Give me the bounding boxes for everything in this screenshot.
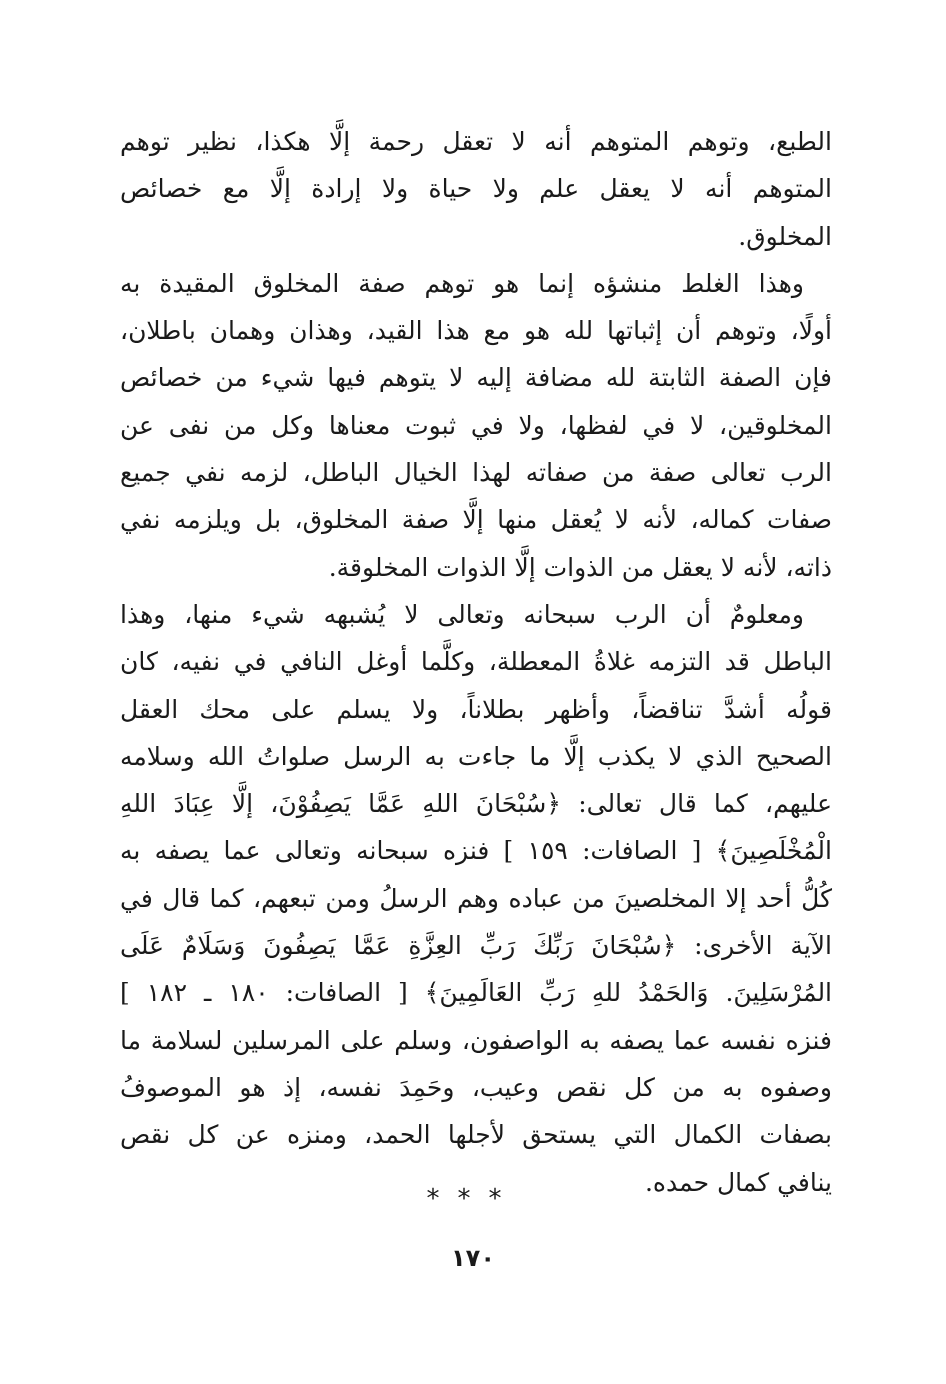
text-line: الْمُخْلَصِينَ﴾ [ الصافات: ١٥٩ ] فنزه سبحانه وتعالى عما يصفه به bbox=[120, 836, 832, 866]
text-line: الباطل قد التزمه غلاةُ المعطلة، وكلَّما أوغل النافي في نفيه، كان bbox=[120, 647, 832, 677]
text-line: وصفوه به من كل نقص وعيب، وحَمِدَ نفسه، إذ هو الموصوفُ bbox=[120, 1072, 832, 1102]
text-line: ينافي كمال حمده. bbox=[644, 1167, 832, 1197]
text-line: بصفات الكمال التي يستحق لأجلها الحمد، ومنزه عن كل نقص bbox=[120, 1120, 832, 1150]
text-line: الرب تعالى صفة من صفاته لهذا الخيال الباطل، لزمه نفي جميع bbox=[120, 458, 833, 488]
text-line: المتوهم أنه لا يعقل علم ولا حياة ولا إرادة إلَّا مع خصائص bbox=[120, 174, 832, 204]
text-line: عليهم، كما قال تعالى: ﴿سُبْحَانَ اللهِ عَمَّا يَصِفُوْنَ، إلَّا عِبَادَ اللهِ bbox=[120, 789, 832, 819]
text-line: فإن الصفة الثابتة لله مضافة إليه لا يتوهم فيها شيء من خصائص bbox=[120, 363, 832, 393]
text-line: الصحيح الذي لا يكذب إلَّا ما جاءت به الرسل صلواتُ الله وسلامه bbox=[120, 741, 832, 771]
text-line: المُرْسَلِينَ. وَالحَمْدُ للهِ رَبِّ العَالَمِينَ﴾ [ الصافات: ١٨٠ ـ ١٨٢ ] bbox=[120, 978, 833, 1008]
text-line: أولًا، وتوهم أن إثباتها لله هو مع هذا القيد، وهذان وهمان باطلان، bbox=[120, 316, 832, 346]
text-line: الطبع، وتوهم المتوهم أنه لا تعقل رحمة إلَّا هكذا، نظير توهم bbox=[120, 127, 832, 156]
page-number: ١٧٠ bbox=[451, 1244, 495, 1272]
text-line: المخلوقين، لا في لفظها، ولا في ثبوت معناها وكل من نفى عن bbox=[120, 410, 832, 440]
text-line: قولُه أشدَّ تناقضاً، وأظهر بطلاناً، ولا يسلم على محك العقل bbox=[120, 694, 832, 724]
body-text bbox=[120, 118, 832, 1206]
text-line: فنزه نفسه عما يصفه به الواصفون، وسلم على المرسلين لسلامة ما bbox=[120, 1025, 832, 1055]
text-line: الآية الأخرى: ﴿سُبْحَانَ رَبِّكَ رَبِّ العِزَّةِ عَمَّا يَصِفُونَ وَسَلَامٌ عَلَى bbox=[120, 931, 832, 961]
text-line: المخلوق. bbox=[738, 221, 832, 251]
text-line: صفات كماله، لأنه لا يُعقل منها إلَّا صفة المخلوق، بل ويلزمه نفي bbox=[120, 505, 832, 535]
text-line: ذاته، لأنه لا يعقل من الذوات إلَّا الذوات المخلوقة. bbox=[328, 552, 832, 582]
section-separator: *** bbox=[426, 1184, 520, 1214]
text-line: ومعلومٌ أن الرب سبحانه وتعالى لا يُشبهه شيء منها، وهذا bbox=[120, 599, 804, 629]
text-line: وهذا الغلط منشؤه إنما هو توهم صفة المخلوق المقيدة به bbox=[120, 268, 804, 298]
text-line: كُلُّ أحد إلا المخلصينَ من عباده وهم الرسلُ ومن تبعهم، كما قال في bbox=[120, 883, 832, 913]
